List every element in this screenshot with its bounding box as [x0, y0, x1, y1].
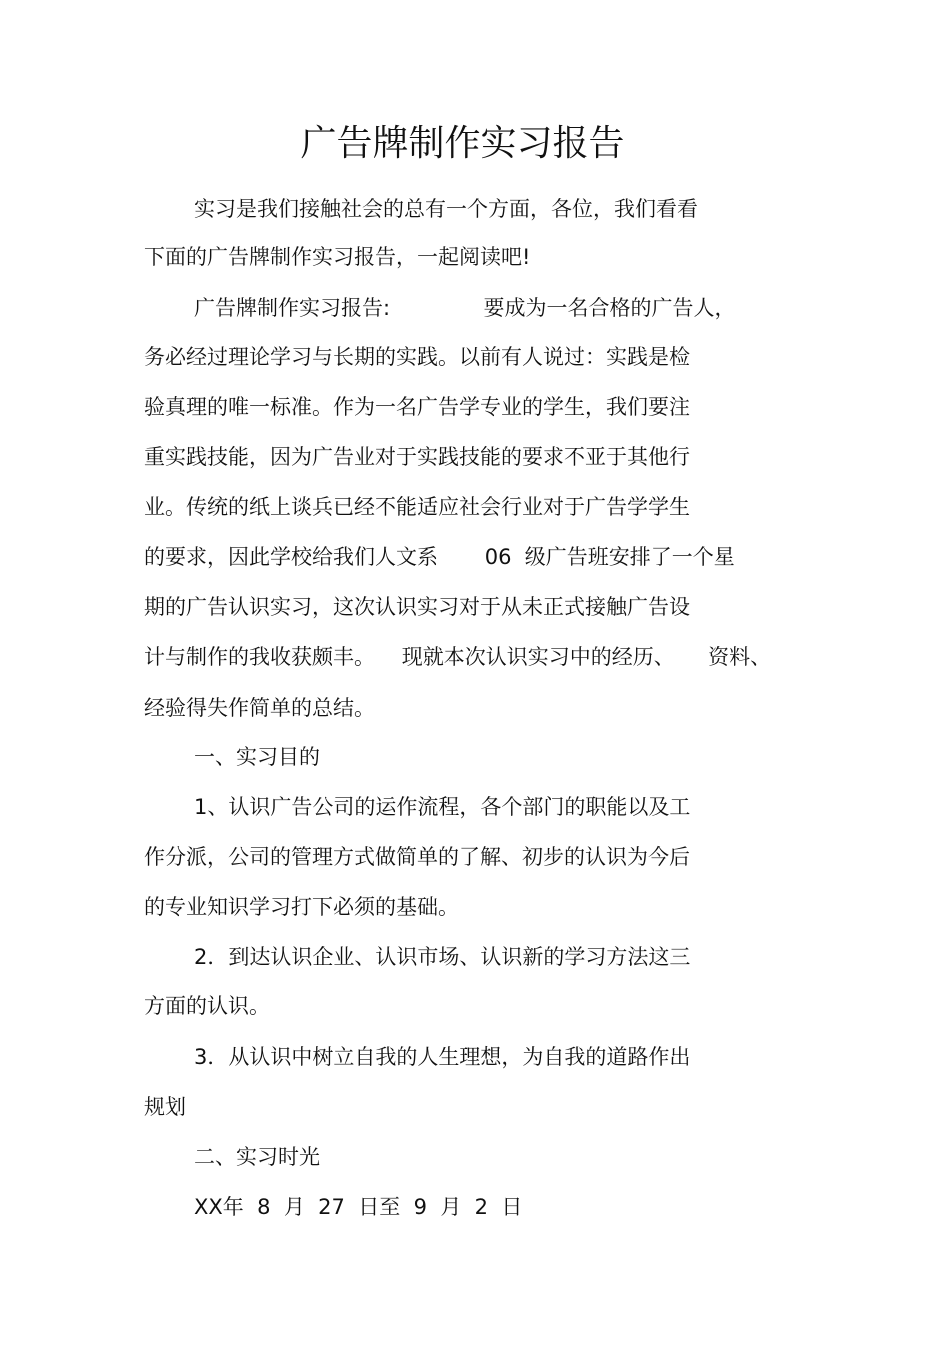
document-title: 广告牌制作实习报告: [300, 123, 625, 164]
section-heading: 二、实习时光: [194, 1145, 320, 1169]
paragraph-line: 验真理的唯一标准。作为一名广告学专业的学生，我们要注: [144, 395, 690, 419]
paragraph-line: 实习是我们接触社会的总有一个方面，各位，我们看看: [194, 197, 698, 221]
paragraph-line: 方面的认识。: [144, 994, 270, 1018]
paragraph-line: 的要求，因此学校给我们人文系 06 级广告班安排了一个星: [144, 545, 735, 569]
paragraph-line: 经验得失作简单的总结。: [144, 696, 375, 720]
paragraph-line: 务必经过理论学习与长期的实践。以前有人说过：实践是检: [144, 345, 690, 369]
paragraph-line: 下面的广告牌制作实习报告，一起阅读吧!: [144, 245, 531, 269]
section-heading: 一、实习目的: [194, 745, 320, 769]
paragraph-line: 3．从认识中树立自我的人生理想，为自我的道路作出: [194, 1045, 691, 1069]
paragraph-line: 规划: [144, 1095, 186, 1119]
paragraph-line: 1、认识广告公司的运作流程，各个部门的职能以及工: [194, 795, 691, 819]
paragraph-line: 的专业知识学习打下必须的基础。: [144, 895, 459, 919]
paragraph-line: 广告牌制作实习报告: 要成为一名合格的广告人，: [194, 296, 736, 320]
paragraph-line: 重实践技能，因为广告业对于实践技能的要求不亚于其他行: [144, 445, 690, 469]
paragraph-line: 计与制作的我收获颇丰。 现就本次认识实习中的经历、 资料、: [144, 645, 772, 669]
paragraph-line: 期的广告认识实习，这次认识实习对于从未正式接触广告设: [144, 595, 690, 619]
paragraph-line: 2．到达认识企业、认识市场、认识新的学习方法这三: [194, 945, 691, 969]
paragraph-line: 业。传统的纸上谈兵已经不能适应社会行业对于广告学学生: [144, 495, 690, 519]
paragraph-line: 作分派，公司的管理方式做简单的了解、初步的认识为今后: [144, 845, 690, 869]
paragraph-line: XX年 8 月 27 日至 9 月 2 日: [194, 1195, 523, 1219]
